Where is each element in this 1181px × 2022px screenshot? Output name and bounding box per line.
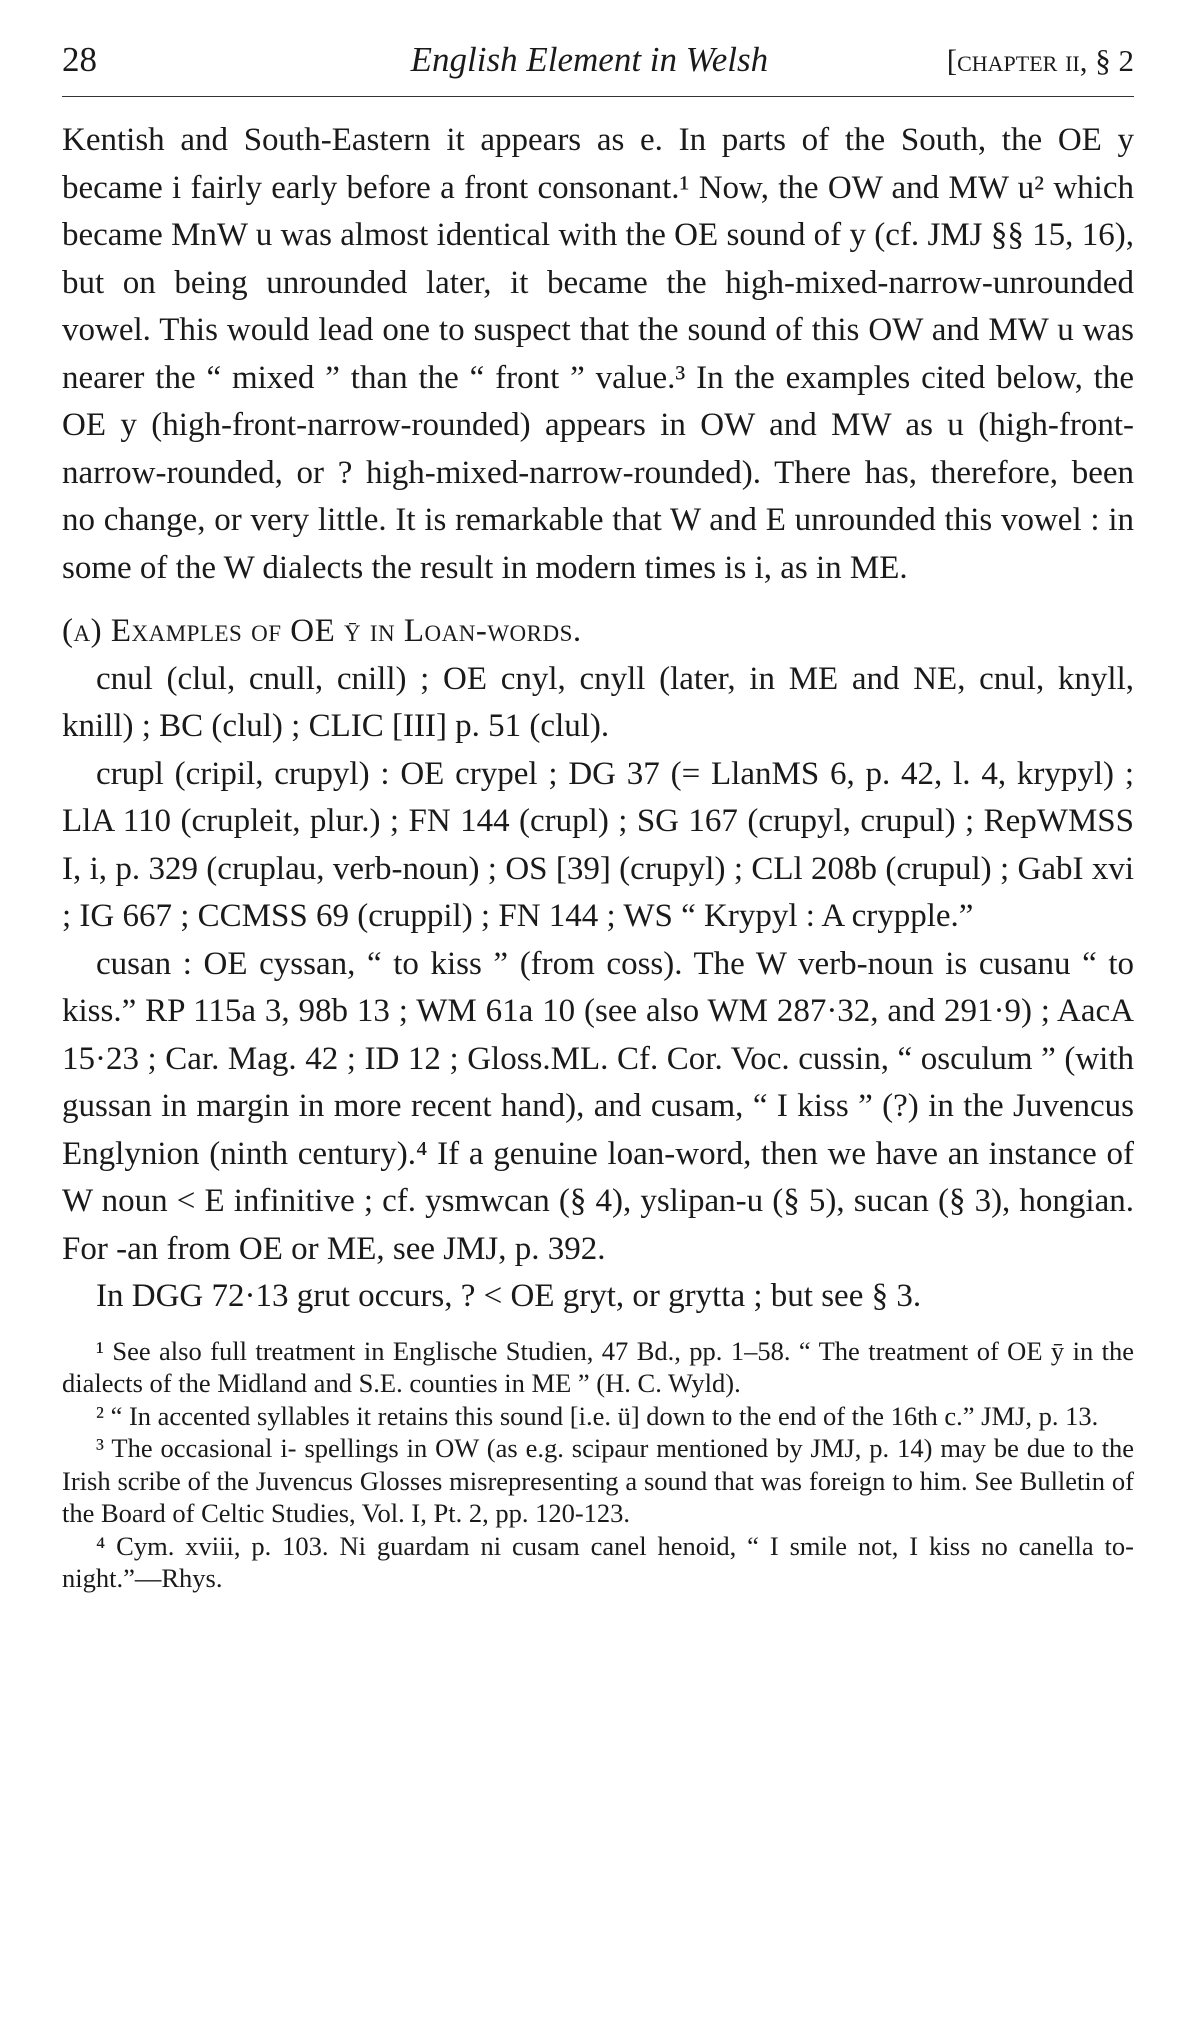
footnote-1: ¹ See also full treatment in Englische Studien, 47 Bd., pp. 1–58. “ The treatment of OE ȳ in the dialects of the Midland and S.E. counties in ME ” (H. C. Wyld). — [62, 1335, 1134, 1398]
running-header — [62, 40, 1134, 97]
page — [62, 40, 1134, 1595]
entry-cusan: cusan : OE cyssan, “ to kiss ” (from coss). The W verb-noun is cusanu “ to kiss.” RP 115a 3, 98b 13 ; WM 61a 10 (see also WM 287·32, and 291·9) ; AacA 15·23 ; Car. Mag. 42 ; ID 12 ; Gloss.ML. Cf. Cor. Voc. cussin, “ osculum ” (with gussan in margin in more recent hand), and cusam, “ I kiss ” (?) in the Juvencus Englynion (ninth century).⁴ If a genuine loan-word, then we have an instance of W noun < E infinitive ; cf. ysmwcan (§ 4), yslipan-u (§ 5), sucan (§ 3), hongian. For -an from OE or ME, see JMJ, p. 392. — [62, 945, 1134, 1267]
section-heading: (a) Examples of OE ȳ in Loan-words. — [62, 613, 582, 649]
footnote-3: ³ The occasional i- spellings in OW (as e.g. scipaur mentioned by JMJ, p. 14) may be due to the Irish scribe of the Juvencus Glosses misrepresenting a sound that was foreign to him. See Bulletin of the Board of Celtic Studies, Vol. I, Pt. 2, pp. 120-123. — [62, 1433, 1134, 1528]
entry-cnul: cnul (clul, cnull, cnill) ; OE cnyl, cnyll (later, in ME and NE, cnul, knyll, knill) ; BC (clul) ; CLIC [III] p. 51 (clul). — [62, 660, 1134, 744]
page-number: 28 — [62, 40, 97, 79]
entry-crupl: crupl (cripil, crupyl) : OE crypel ; DG 37 (= LlanMS 6, p. 42, l. 4, krypyl) ; LlA 110 (crupleit, plur.) ; FN 144 (crupl) ; SG 167 (crupyl, crupul) ; RepWMSS I, i, p. 329 (cruplau, verb-noun) ; OS [39] (crupyl) ; CLl 208b (crupul) ; GabI xvi ; IG 667 ; CCMSS 69 (cruppil) ; FN 144 ; WS “ Krypyl : A crypple.” — [62, 755, 1134, 934]
footnote-4: ⁴ Cym. xviii, p. 103. Ni guardam ni cusam canel henoid, “ I smile not, I kiss no canella to-night.”—Rhys. — [62, 1530, 1134, 1593]
paragraph-intro: Kentish and South-Eastern it appears as e. In parts of the South, the OE y became i fairly early before a front consonant.¹ Now, the OW and MW u² which became MnW u was almost identical with the OE sound of y (cf. JMJ §§ 15, 16), but on being unrounded later, it became the high-mixed-narrow-unrounded vowel. This would lead one to suspect that the sound of this OW and MW u was nearer the “ mixed ” than the “ front ” value.³ In the examples cited below, the OE y (high-front-narrow-rounded) appears in OW and MW as u (high-front-narrow-rounded, or ? high-mixed-narrow-rounded). There has, therefore, been no change, or very little. It is remarkable that W and E unrounded this vowel : in some of the W dialects the result in modern times is i, as in ME. — [62, 122, 1134, 586]
footnotes — [62, 1335, 1134, 1595]
running-title: English Element in Welsh — [410, 40, 769, 79]
body-text — [62, 117, 1134, 1321]
footnote-2: ² “ In accented syllables it retains this sound [i.e. ü] down to the end of the 16th c.” JMJ, p. 13. — [96, 1400, 1099, 1431]
paragraph-dgg: In DGG 72·13 grut occurs, ? < OE gryt, or grytta ; but see § 3. — [96, 1278, 922, 1314]
chapter-ref: [chapter ii, § 2 — [946, 43, 1134, 78]
